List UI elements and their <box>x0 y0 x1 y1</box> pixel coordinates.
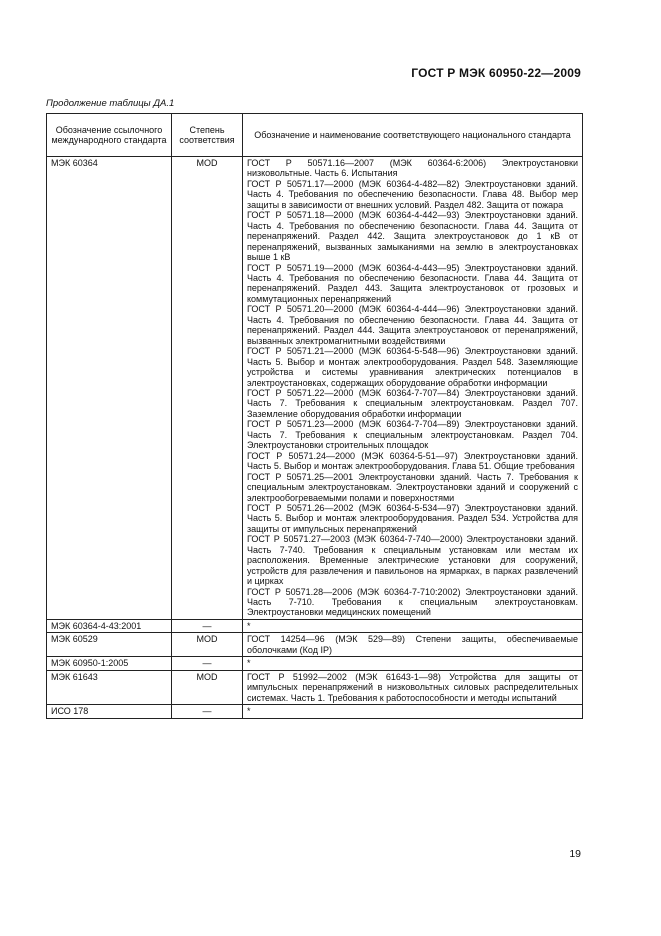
table-caption: Продолжение таблицы ДА.1 <box>46 98 175 109</box>
national-standard-entry: ГОСТ Р 50571.17—2000 (МЭК 60364-4-482—82) Электроустановки зданий. Часть 4. Требования по обеспечению безопасности. Глава 48. Выбор мер защиты в зависимости от внешних условий. Раздел 482. Защита от пожара <box>247 178 578 210</box>
table-row <box>47 670 583 704</box>
column-header-degree: Степень соответствия <box>172 114 243 157</box>
table-row <box>47 157 583 620</box>
reference-standards-table <box>46 113 583 719</box>
national-standard-cell <box>243 705 583 718</box>
national-standard-entry: * <box>247 706 251 717</box>
international-standard-cell: МЭК 60364-4-43:2001 <box>47 619 172 632</box>
degree-cell: MOD <box>172 670 243 704</box>
table-row <box>47 657 583 670</box>
international-standard-cell: МЭК 60364 <box>47 157 172 620</box>
international-standard-cell: ИСО 178 <box>47 705 172 718</box>
national-standard-entry: ГОСТ Р 50571.22—2000 (МЭК 60364-7-707—84) Электроустановки зданий. Часть 7. Требования к специальным электроустановкам. Раздел 707. Заземление оборудования обработки информации <box>247 387 578 419</box>
table-body <box>47 157 583 719</box>
national-standard-entry: ГОСТ Р 50571.21—2000 (МЭК 60364-5-548—96) Электроустановки зданий. Часть 5. Выбор и монтаж электрооборудования. Раздел 548. Заземляющие устройства и системы уравнивания электрических потенциалов в электроустановках, содержащих оборудование обработки информации <box>247 346 578 388</box>
national-standard-cell <box>243 633 583 657</box>
degree-cell: MOD <box>172 633 243 657</box>
table-header-row <box>47 114 583 157</box>
national-standard-entry: ГОСТ Р 50571.24—2000 (МЭК 60364-5-51—97) Электроустановки зданий. Часть 5. Выбор и монтаж электрооборудования. Глава 51. Общие требования <box>247 450 578 472</box>
national-standard-entry: ГОСТ Р 50571.20—2000 (МЭК 60364-4-444—96) Электроустановки зданий. Часть 4. Требования по обеспечению безопасности. Глава 44. Защита от перенапряжений. Раздел 444. Защита электроустановок от перенапряжений, вызванных электромагнитными воздействиями <box>247 304 578 346</box>
degree-cell: — <box>172 705 243 718</box>
national-standard-entry: ГОСТ Р 50571.16—2007 (МЭК 60364-6:2006) Электроустановки низковольтные. Часть 6. Испытания <box>247 158 578 179</box>
international-standard-cell: МЭК 61643 <box>47 670 172 704</box>
national-standard-entry: ГОСТ Р 51992—2002 (МЭК 61643-1—98) Устройства для защиты от импульсных перенапряжений в низковольтных силовых распределительных системах. Часть 1. Требования к работоспособности и методы испытаний <box>247 671 578 703</box>
national-standard-cell <box>243 619 583 632</box>
national-standard-cell <box>243 657 583 670</box>
national-standard-entry: * <box>247 658 251 669</box>
national-standard-cell <box>243 157 583 620</box>
national-standard-entry: * <box>247 620 251 631</box>
national-standard-cell <box>243 670 583 704</box>
page-number: 19 <box>569 848 581 860</box>
degree-cell: — <box>172 657 243 670</box>
document-code-header: ГОСТ Р МЭК 60950-22—2009 <box>411 66 581 80</box>
international-standard-cell: МЭК 60529 <box>47 633 172 657</box>
table-row <box>47 633 583 657</box>
table-row <box>47 705 583 718</box>
degree-cell: — <box>172 619 243 632</box>
national-standard-entry: ГОСТ Р 50571.19—2000 (МЭК 60364-4-443—95) Электроустановки зданий. Часть 4. Требования по обеспечению безопасности. Глава 44. Защита от перенапряжений. Раздел 443. Защита электроустановок от грозовых и коммутационных перенапряжений <box>247 262 578 304</box>
column-header-international-standard: Обозначение ссылочного международного стандарта <box>47 114 172 157</box>
national-standard-entry: ГОСТ Р 50571.26—2002 (МЭК 60364-5-534—97) Электроустановки зданий. Часть 5. Выбор и монтаж электрооборудования. Раздел 534. Устройства для защиты от импульсных перенапряжений <box>247 502 578 534</box>
national-standard-entry: ГОСТ 14254—96 (МЭК 529—89) Степени защиты, обеспечиваемые оболочками (Код IP) <box>247 634 578 655</box>
national-standard-entry: ГОСТ Р 50571.28—2006 (МЭК 60364-7-710:2002) Электроустановки зданий. Часть 7-710. Требования к специальным электроустановкам. Электроустановки медицинских помещений <box>247 586 578 618</box>
national-standard-entry: ГОСТ Р 50571.18—2000 (МЭК 60364-4-442—93) Электроустановки зданий. Часть 4. Требования по обеспечению безопасности. Глава 44. Защита от перенапряжений. Раздел 442. Защита электроустановок до 1 кВ от перенапряжений, вызванных замыканиями на землю в электроустановках выше 1 кВ <box>247 210 578 263</box>
national-standard-entry: ГОСТ Р 50571.23—2000 (МЭК 60364-7-704—89) Электроустановки зданий. Часть 7. Требования к специальным электроустановкам. Раздел 704. Электроустановки строительных площадок <box>247 419 578 451</box>
national-standard-entry: ГОСТ Р 50571.27—2003 (МЭК 60364-7-740—2000) Электроустановки зданий. Часть 7-740. Требования к специальным установкам или местам их расположения. Временные электрические установки для сооружений, устройств для развлечения и павильонов на ярмарках, в парках развлечений и цирках <box>247 534 578 587</box>
degree-cell: MOD <box>172 157 243 620</box>
national-standard-entry: ГОСТ Р 50571.25—2001 Электроустановки зданий. Часть 7. Требования к специальным электроустановкам. Электроустановки зданий и сооружений с электрообогреваемыми полами и поверхностями <box>247 471 578 503</box>
column-header-national-standard: Обозначение и наименование соответствующего национального стандарта <box>243 114 583 157</box>
table-row <box>47 619 583 632</box>
international-standard-cell: МЭК 60950-1:2005 <box>47 657 172 670</box>
